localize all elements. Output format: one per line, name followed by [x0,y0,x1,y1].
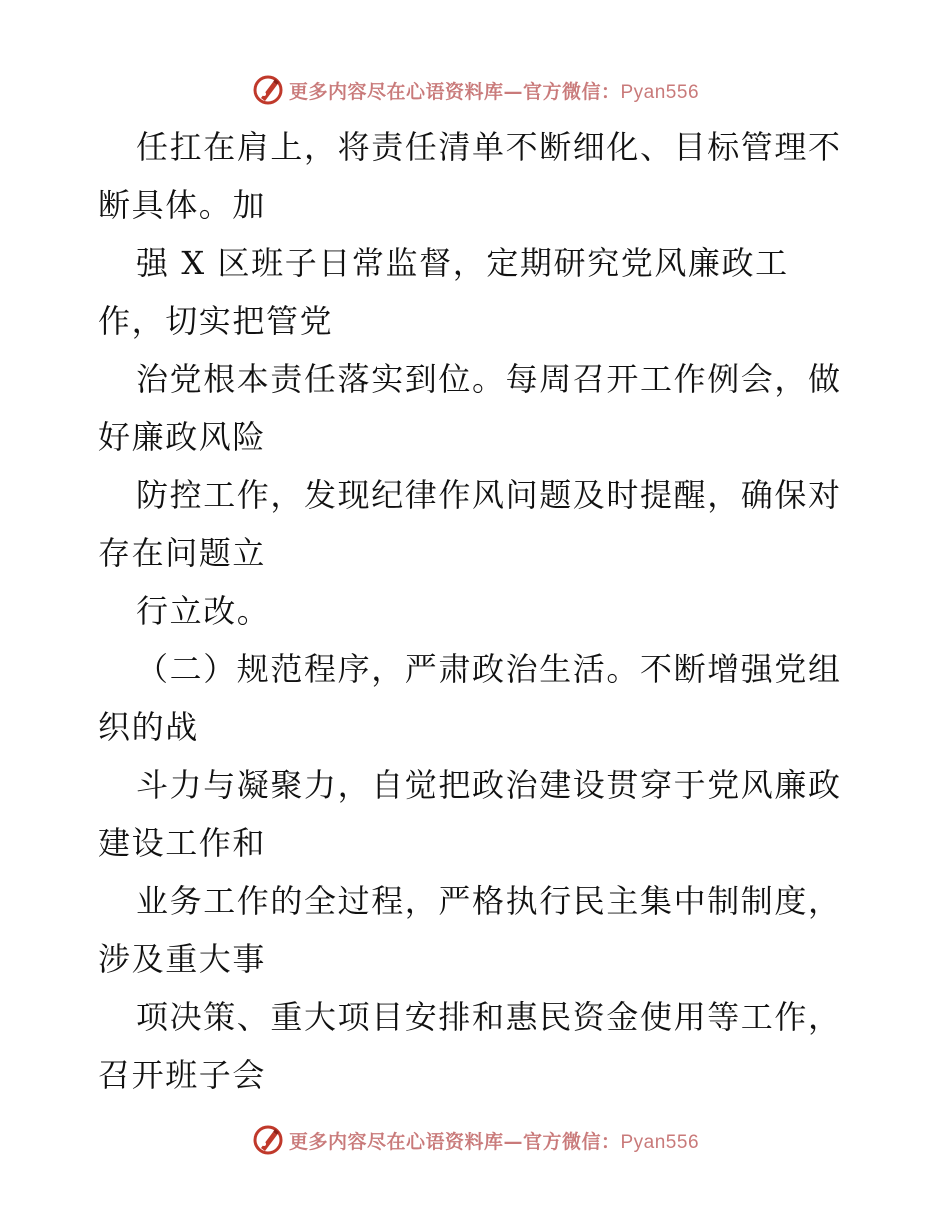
text-line: 断具体。加 [98,186,267,224]
banner-slogan: 更多内容尽在心语资料库—官方微信： [288,1130,621,1153]
pen-circle-logo-icon [251,1123,285,1157]
text-line: 任扛在肩上，将责任清单不断细化、目标管理不 [136,128,842,166]
text-line: 好廉政风险 [98,418,267,456]
text-line: 斗力与凝聚力，自觉把政治建设贯穿于党风廉政 [136,766,842,804]
section-heading-line: （二）规范程序，严肃政治生活。不断增强党组 [136,650,842,688]
text-line: 行立改。 [136,592,271,630]
text-line: 防控工作，发现纪律作风问题及时提醒，确保对 [136,476,842,514]
text-line: 存在问题立 [98,534,267,572]
text-line: 织的战 [98,708,199,746]
text-line: 业务工作的全过程，严格执行民主集中制制度， [136,882,842,920]
text-line: 项决策、重大项目安排和惠民资金使用等工作， [136,998,842,1036]
banner-slogan: 更多内容尽在心语资料库—官方微信： [288,80,621,103]
text-line: 涉及重大事 [98,940,267,978]
text-line: 召开班子会 [98,1056,267,1094]
document-body [98,118,858,1104]
banner-wechat-id: Pyan556 [620,81,700,103]
text-line: 建设工作和 [98,824,267,862]
header-banner [0,70,950,110]
text-line: 作，切实把管党 [98,302,334,340]
banner-text [289,77,699,104]
footer-banner [0,1120,950,1160]
banner-wechat-id: Pyan556 [620,1131,700,1153]
text-line: 治党根本责任落实到位。每周召开工作例会，做 [136,360,842,398]
pen-circle-logo-icon [251,73,285,107]
banner-text [289,1127,699,1154]
text-line: 强 X 区班子日常监督，定期研究党风廉政工 [136,244,789,282]
